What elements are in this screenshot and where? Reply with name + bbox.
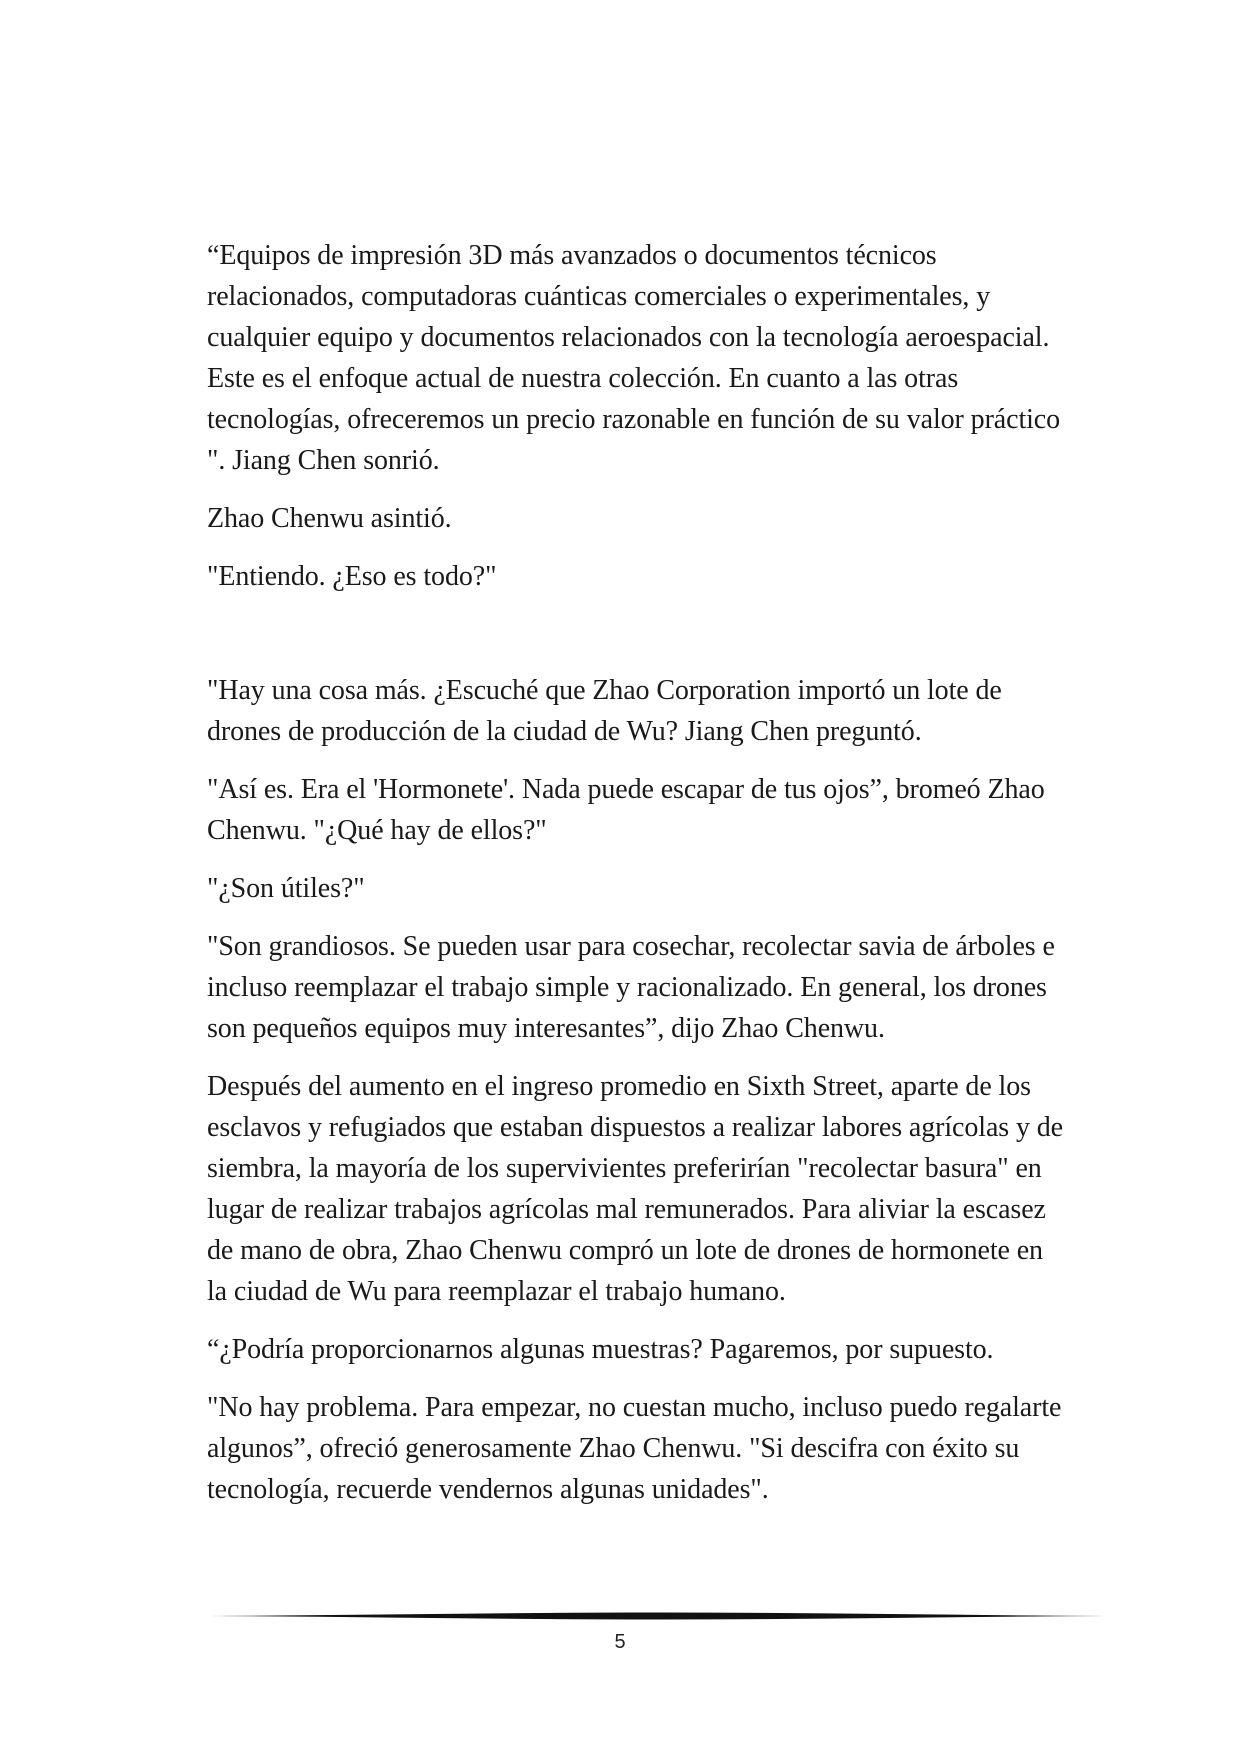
paragraph: "No hay problema. Para empezar, no cuestan mucho, incluso puedo regalarte algunos”, ofreció generosamente Zhao Chenwu. "Si descifra con éxito su tecnología, recuerde vendernos algunas unidades". — [207, 1392, 1062, 1505]
paragraph: "Hay una cosa más. ¿Escuché que Zhao Corporation importó un lote de drones de producción de la ciudad de Wu? Jiang Chen preguntó. — [207, 675, 1002, 747]
paragraph: "Entiendo. ¿Eso es todo?" — [207, 561, 497, 592]
paragraph: "Así es. Era el 'Hormonete'. Nada puede escapar de tus ojos”, bromeó Zhao Chenwu. "¿Qué hay de ellos?" — [207, 774, 1045, 846]
paragraph: "¿Son útiles?" — [207, 873, 365, 904]
page-number: 5 — [614, 1631, 626, 1653]
paragraph: “Equipos de impresión 3D más avanzados o documentos técnicos relacionados, computadoras cuánticas comerciales o experimentales, y cualquier equipo y documentos relacionados con la tecnología aeroespacial. Este es el enfoque actual de nuestra colección. En cuanto a las otras tecnologías, ofreceremos un precio razonable en función de su valor práctico ". Jiang Chen sonrió. — [207, 240, 1061, 476]
text-block-top — [207, 235, 1067, 614]
paragraph: "Son grandiosos. Se pueden usar para cosechar, recolectar savia de árboles e incluso reemplazar el trabajo simple y racionalizado. En general, los drones son pequeños equipos muy interesantes”, dijo Zhao Chenwu. — [207, 931, 1055, 1044]
paragraph: Después del aumento en el ingreso promedio en Sixth Street, aparte de los esclavos y refugiados que estaban dispuestos a realizar labores agrícolas y de siembra, la mayoría de los supervivientes preferirían "recolectar basura" en lugar de realizar trabajos agrícolas mal remunerados. Para aliviar la escasez de mano de obra, Zhao Chenwu compró un lote de drones de hormonete en la ciudad de Wu para reemplazar el trabajo humano. — [207, 1071, 1063, 1307]
paragraph: “¿Podría proporcionarnos algunas muestras? Pagaremos, por supuesto. — [207, 1334, 994, 1365]
text-block-bottom — [207, 670, 1067, 1527]
footer-divider — [208, 1610, 1106, 1622]
paragraph: Zhao Chenwu asintió. — [207, 503, 452, 534]
